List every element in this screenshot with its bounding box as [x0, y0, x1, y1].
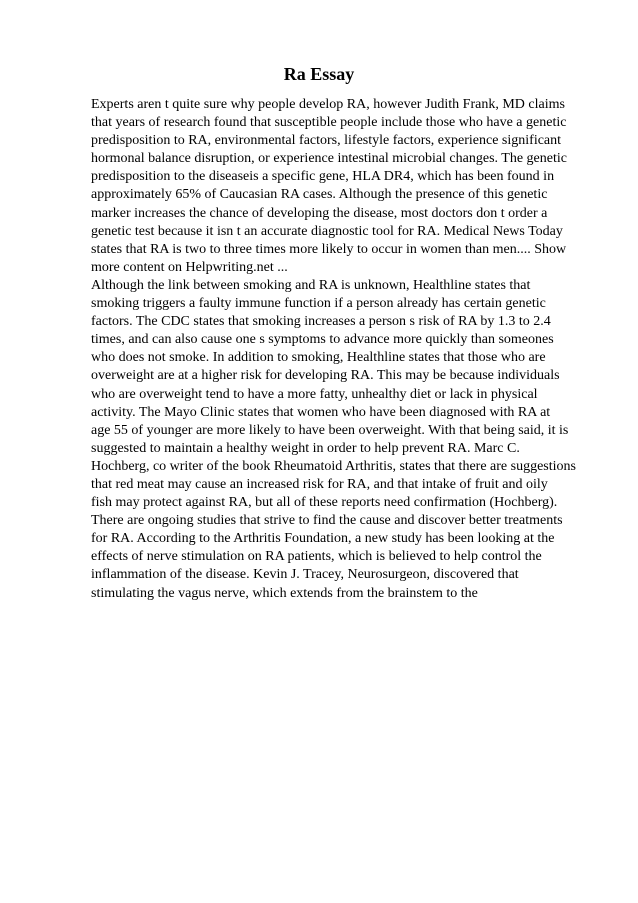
body-line: hormonal balance disruption, or experience intestinal microbial changes. The genetic	[91, 151, 567, 167]
body-line: smoking triggers a faulty immune function if a person already has certain genetic	[91, 296, 546, 312]
body-line: There are ongoing studies that strive to find the cause and discover better treatments	[91, 513, 563, 529]
body-line: effects of nerve stimulation on RA patients, which is believed to help control the	[91, 549, 542, 565]
body-line: stimulating the vagus nerve, which extends from the brainstem to the	[91, 585, 478, 601]
document-body	[91, 96, 631, 603]
body-line: predisposition to RA, environmental factors, lifestyle factors, experience significant	[91, 133, 562, 149]
body-line: more content on Helpwriting.net ...	[91, 259, 288, 275]
body-line: who does not smoke. In addition to smoking, Healthline states that those who are	[91, 350, 546, 366]
body-line: inflammation of the disease. Kevin J. Tracey, Neurosurgeon, discovered that	[91, 567, 519, 583]
body-line: activity. The Mayo Clinic states that women who have been diagnosed with RA at	[91, 404, 551, 420]
body-line: who are overweight tend to have a more fatty, unhealthy diet or lack in physical	[91, 386, 538, 402]
body-line: marker increases the chance of developing the disease, most doctors don t order a	[91, 205, 548, 221]
body-line: Experts aren t quite sure why people develop RA, however Judith Frank, MD claims	[91, 97, 565, 112]
body-line: genetic test because it isn t an accurate diagnostic tool for RA. Medical News Today	[91, 223, 563, 239]
body-line: approximately 65% of Caucasian RA cases. Although the presence of this genetic	[91, 187, 548, 203]
body-line: overweight are at a higher risk for developing RA. This may be because individuals	[91, 368, 560, 384]
body-line: age 55 of younger are more likely to have been overweight. With that being said, it is	[91, 422, 569, 438]
body-line: Although the link between smoking and RA is unknown, Healthline states that	[91, 277, 531, 293]
document-title: Ra Essay	[283, 64, 355, 84]
body-line: fish may protect against RA, but all of these reports need confirmation (Hochberg).	[91, 495, 558, 511]
body-line: Hochberg, co writer of the book Rheumatoid Arthritis, states that there are suggestions	[91, 458, 576, 474]
body-line: factors. The CDC states that smoking increases a person s risk of RA by 1.3 to 2.4	[91, 314, 551, 330]
body-line: that red meat may cause an increased risk for RA, and that intake of fruit and oily	[91, 476, 548, 492]
body-line: that years of research found that susceptible people include those who have a genetic	[91, 115, 567, 131]
body-line: times, and can also cause one s symptoms to advance more quickly than someones	[91, 332, 554, 348]
body-line: states that RA is two to three times more likely to occur in women than men.... Show	[91, 241, 567, 257]
body-line: predisposition to the diseaseis a specific gene, HLA DR4, which has been found in	[91, 169, 555, 185]
body-line: suggested to maintain a healthy weight in order to help prevent RA. Marc C.	[91, 440, 520, 456]
body-line: for RA. According to the Arthritis Foundation, a new study has been looking at the	[91, 531, 555, 547]
